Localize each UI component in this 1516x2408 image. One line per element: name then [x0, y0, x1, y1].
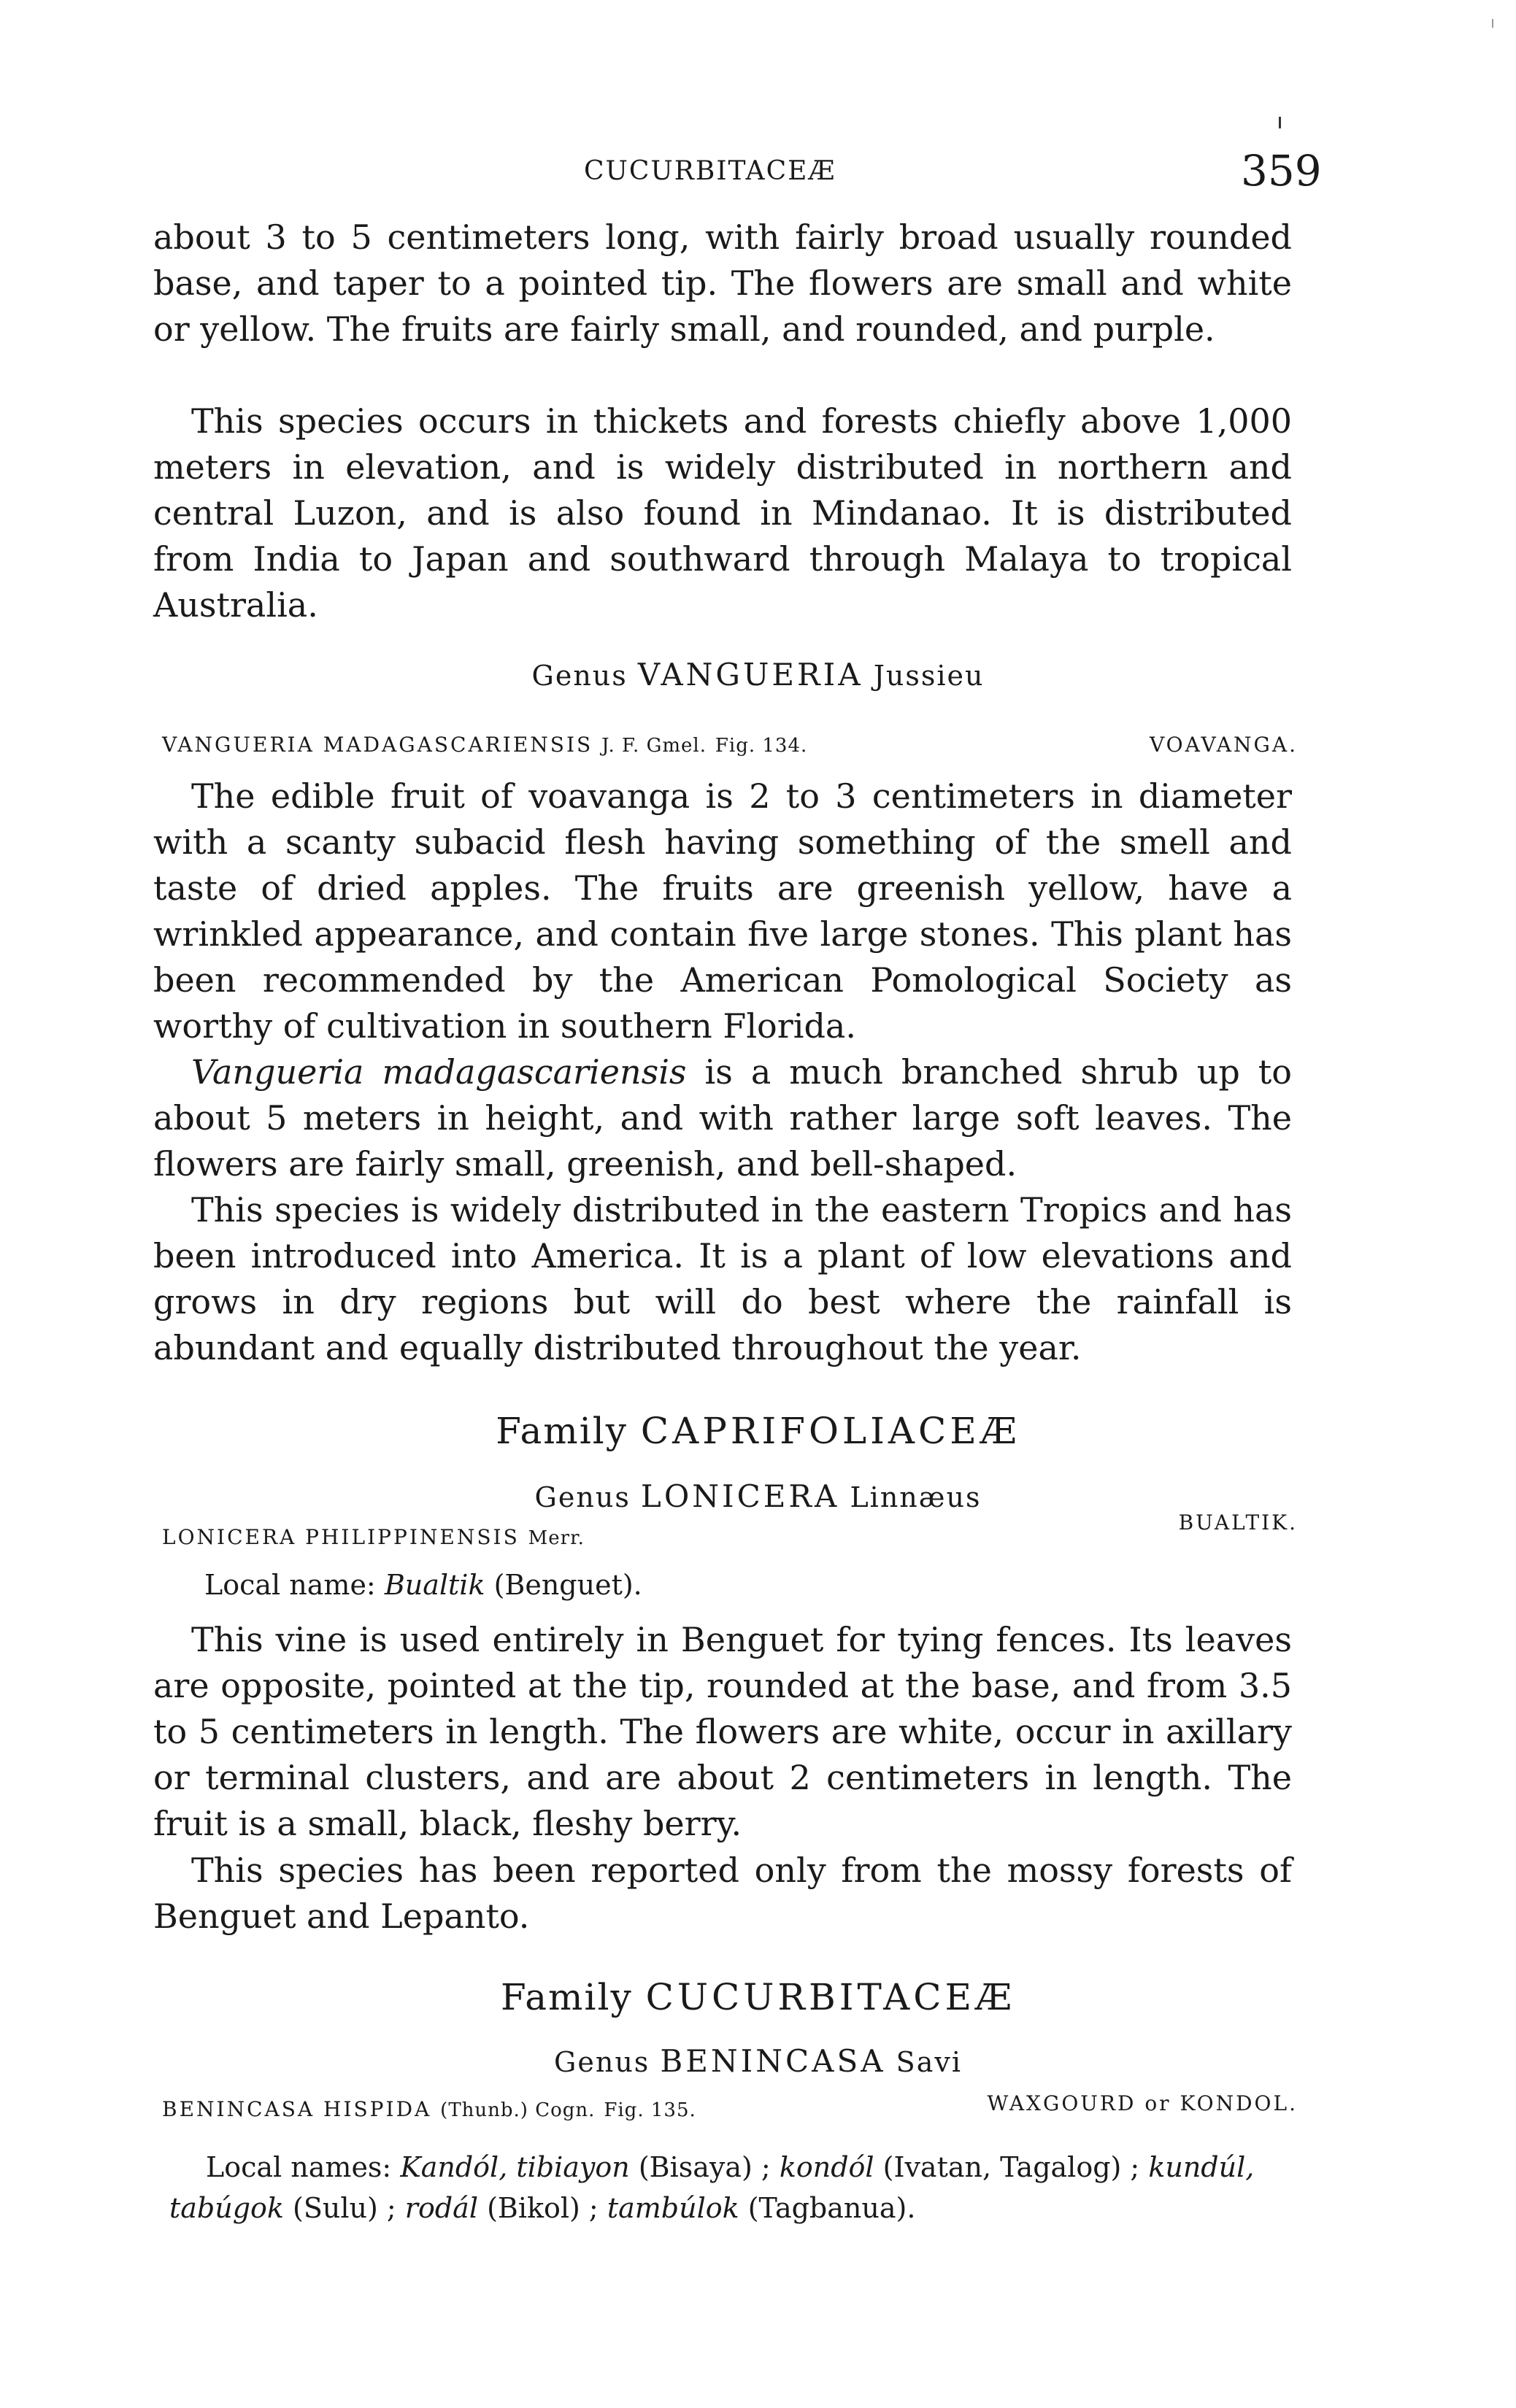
- species-name: BENINCASA HISPIDA: [162, 2097, 432, 2121]
- scan-mark: [1279, 117, 1281, 128]
- species-line: [162, 1510, 1298, 1549]
- local-region: (Sulu) ;: [283, 2192, 405, 2224]
- local-name: Kandól, tibiayon: [400, 2151, 630, 2183]
- paragraph: about 3 to 5 centimeters long, with fairly broad usually rounded base, and taper to a pointed tip. The flowers are small and white or yellow. The fruits are fairly small, and rounded, and purple.: [153, 217, 1292, 349]
- species-author: (Thunb.) Cogn.: [440, 2099, 596, 2121]
- family-name: CUCURBITACEÆ: [645, 1976, 1016, 2018]
- common-name: WAXGOURD or KONDOL.: [987, 2091, 1298, 2115]
- species-author: Merr.: [528, 1527, 585, 1549]
- scan-mark: [1492, 19, 1493, 28]
- family-heading: [0, 1410, 1516, 1452]
- genus-author: Linnæus: [850, 1481, 982, 1513]
- local-region: (Bisaya) ;: [629, 2151, 780, 2183]
- paragraph: This species is widely distributed in the eastern Tropics and has been introduced into America. It is a plant of low elevations and grows in dry regions but will do best where the rainfall is abundant and equally distributed throughout the year.: [153, 1190, 1292, 1367]
- genus-heading: [0, 657, 1516, 692]
- species-italic: Vangueria madagascariensis: [191, 1052, 687, 1092]
- common-name: VOAVANGA.: [1149, 733, 1298, 757]
- local-region: (Tagbanua).: [739, 2192, 916, 2224]
- species-name: VANGUERIA MADAGASCARIENSIS: [162, 733, 593, 757]
- genus-prefix: Genus: [531, 660, 628, 692]
- common-name: BUALTIK.: [1178, 1510, 1298, 1535]
- local-name: kundúl, tabúgok: [169, 2151, 1255, 2224]
- local-label: Local names:: [206, 2151, 401, 2183]
- paragraph: The edible fruit of voavanga is 2 to 3 centimeters in diameter with a scanty subacid flesh having something of the smell and taste of dried apples. The fruits are greenish yellow, have a wrinkled appearance, and contain five large stones. This plant has been recommended by the American Pomological Society as worthy of cultivation in southern Florida.: [153, 776, 1292, 1046]
- local-name: rodál: [404, 2192, 478, 2224]
- family-heading: [0, 1976, 1516, 2018]
- genus-prefix: Genus: [534, 1481, 631, 1513]
- figure-ref: Fig. 135.: [604, 2099, 696, 2121]
- local-name: Bualtik: [384, 1569, 485, 1601]
- family-name: CAPRIFOLIACEÆ: [640, 1410, 1020, 1452]
- genus-heading: [0, 2043, 1516, 2079]
- local-name: tambúlok: [607, 2192, 739, 2224]
- local-name-line: [204, 1569, 1299, 1601]
- species-name: LONICERA PHILIPPINENSIS: [162, 1525, 520, 1549]
- genus-prefix: Genus: [554, 2046, 650, 2078]
- family-prefix: Family: [496, 1410, 628, 1452]
- running-title: CUCURBITACEÆ: [584, 156, 836, 186]
- species-line: [162, 2091, 1298, 2121]
- paragraph: This species has been reported only from the mossy forests of Benguet and Lepanto.: [153, 1851, 1292, 1936]
- genus-author: Jussieu: [873, 660, 985, 692]
- species-author: J. F. Gmel.: [601, 735, 707, 757]
- local-names-line: [169, 2147, 1308, 2228]
- paragraph: [153, 1049, 1292, 1187]
- page-number: 359: [1241, 146, 1322, 196]
- local-name: kondól: [779, 2151, 874, 2183]
- genus-name: LONICERA: [640, 1478, 840, 1514]
- genus-author: Savi: [896, 2046, 962, 2078]
- paragraph-text: is a much branched shrub up to about 5 meters in height, and with rather large soft leaves. The flowers are fairly small, greenish, and bell-shaped.: [153, 1052, 1292, 1184]
- local-region: (Bikol) ;: [477, 2192, 607, 2224]
- paragraph: This vine is used entirely in Benguet for tying fences. Its leaves are opposite, pointed at the tip, rounded at the base, and from 3.5 to 5 centimeters in length. The flowers are white, occur in axillary or terminal clusters, and are about 2 centimeters in length. The fruit is a small, black, fleshy berry.: [153, 1620, 1292, 1843]
- local-region: (Benguet).: [485, 1569, 642, 1601]
- local-region: (Ivatan, Tagalog) ;: [874, 2151, 1149, 2183]
- species-line: [162, 733, 1298, 757]
- genus-name: VANGUERIA: [637, 657, 863, 692]
- family-prefix: Family: [500, 1976, 633, 2018]
- local-label: Local name:: [204, 1569, 385, 1601]
- paragraph: This species occurs in thickets and forests chiefly above 1,000 meters in elevation, and is widely distributed in northern and central Luzon, and is also found in Mindanao. It is distributed from India to Japan and southward through Malaya to tropical Australia.: [153, 401, 1292, 625]
- genus-name: BENINCASA: [660, 2043, 886, 2079]
- genus-heading: [0, 1478, 1516, 1514]
- figure-ref: Fig. 134.: [715, 735, 808, 757]
